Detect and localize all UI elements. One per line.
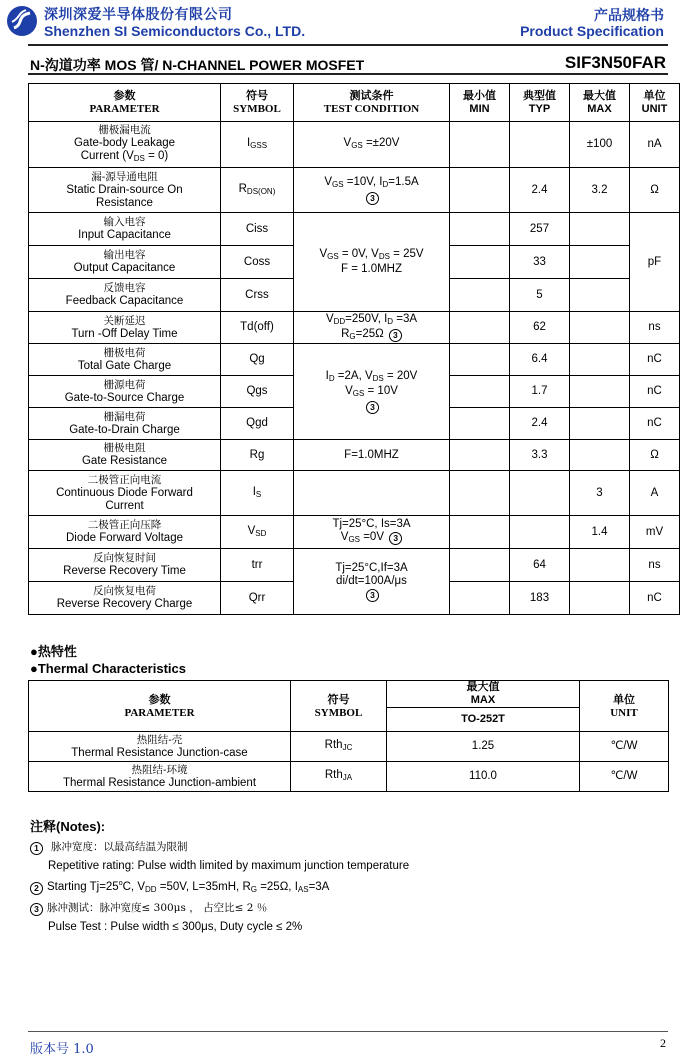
device-title: N-沟道功率 MOS 管/ N-CHANNEL POWER MOSFET bbox=[30, 57, 365, 73]
note-3-marker: 3 bbox=[389, 532, 402, 545]
table-row: 热阻结-壳 Thermal Resistance Junction-case Rth$_{JC}$ 1.25 ℃/W bbox=[29, 732, 669, 762]
table-row: 输出电容 Output Capacitance Coss 33 bbox=[29, 246, 680, 279]
doc-type-cn: 产品规格书 bbox=[594, 7, 664, 23]
table-row: 漏-源导通电阻 Static Drain-source On Resistance $R_{DS(ON)}$ $V_{GS} =10V$, $I_D=1.5A$ 3 2.4 3.2 Ω bbox=[29, 168, 680, 213]
footer-divider bbox=[28, 1031, 668, 1032]
col-header-condition: 测试条件 TEST CONDITION bbox=[294, 84, 450, 122]
electrical-characteristics-table bbox=[28, 83, 680, 615]
table-row: 栅极漏电流 Gate-body Leakage Current $(V_{DS} = 0)$ $I_{GSS}$ $V_{GS} =\pm 20V$ ±100 nA bbox=[29, 122, 680, 168]
table-row: 栅极电阻 Gate Resistance Rg F=1.0MHZ 3.3 Ω bbox=[29, 440, 680, 471]
table-row: 热阻结-环境 Thermal Resistance Junction-ambient Rth$_{JA}$ 110.0 ℃/W bbox=[29, 762, 669, 792]
col-header-symbol: 符号 SYMBOL bbox=[291, 681, 387, 732]
table-row: 二极管正向电流 Continuous Diode Forward Current $I_S$ 3 A bbox=[29, 471, 680, 516]
table-row: 反向恢复电荷 Reverse Recovery Charge Qrr 183 nC bbox=[29, 582, 680, 615]
notes-title: 注释(Notes): bbox=[30, 819, 106, 834]
version-label: 版本号 1.0 bbox=[30, 1042, 94, 1057]
table-row: 栅源电荷 Gate-to-Source Charge Qgs 1.7 nC bbox=[29, 376, 680, 408]
note-3-marker: 3 bbox=[366, 192, 379, 205]
col-header-min: 最小值 MIN bbox=[450, 84, 510, 122]
col-header-parameter: 参数 PARAMETER bbox=[29, 84, 221, 122]
company-logo-icon bbox=[6, 4, 38, 38]
col-header-max: 最大值 MAX bbox=[387, 681, 580, 708]
note-3: 3 脉冲测试：脉冲宽度≤ 300μs ， 占空比≤ 2 ％ bbox=[30, 900, 267, 916]
doc-type-en: Product Specification bbox=[520, 23, 664, 39]
table-row: 栅漏电荷 Gate-to-Drain Charge Qgd 2.4 nC bbox=[29, 408, 680, 440]
note-2: 2 Starting $Tj=25^oC$, $V_{DD} =50V$, L=35mH, $R_G =25\Omega$, $I_{AS}=3A$ bbox=[30, 880, 329, 895]
thermal-section-title-en: ●Thermal Characteristics bbox=[30, 661, 186, 676]
table-row: 输入电容 Input Capacitance Ciss $V_{GS} = 0V$, $V_{DS} = 25V$ F = 1.0MHZ 257 pF bbox=[29, 213, 680, 246]
thermal-characteristics-table bbox=[28, 680, 669, 792]
company-name-en: Shenzhen SI Semiconductors Co., LTD. bbox=[44, 23, 306, 39]
col-header-symbol: 符号 SYMBOL bbox=[221, 84, 294, 122]
col-header-package: TO-252T bbox=[387, 708, 580, 732]
table-header-row bbox=[29, 681, 669, 708]
company-name-cn: 深圳深爱半导体股份有限公司 bbox=[44, 6, 233, 22]
note-1: 1 脉冲宽度：以最高结温为限制 bbox=[30, 839, 188, 855]
col-header-typ: 典型值 TYP bbox=[510, 84, 570, 122]
note-3-marker: 3 bbox=[366, 589, 379, 602]
header-divider bbox=[28, 44, 668, 46]
page-number: 2 bbox=[660, 1036, 666, 1050]
col-header-unit: 单位 UNIT bbox=[630, 84, 680, 122]
table-row: 反向恢复时间 Reverse Recovery Time trr Tj=25°C,If=3A di/dt=100A/μs 3 64 ns bbox=[29, 549, 680, 582]
part-number: SIF3N50FAR bbox=[564, 53, 666, 72]
table-row: 栅极电荷 Total Gate Charge Qg $I_D =2A$, $V_{DS} = 20V$ $V_{GS} = 10V$ 3 6.4 nC bbox=[29, 344, 680, 376]
col-header-parameter: 参数 PARAMETER bbox=[29, 681, 291, 732]
col-header-max: 最大值 MAX bbox=[570, 84, 630, 122]
table-row: 二极管正向压降 Diode Forward Voltage $V_{SD}$ Tj=25°C, Is=3A $V_{GS} =0V$ 3 1.4 mV bbox=[29, 516, 680, 549]
table-row: 关断延迟 Turn -Off Delay Time Td(off) $V_{DD}=250V$, $I_D =3A$ $R_G=25\Omega$ 3 62 ns bbox=[29, 312, 680, 344]
title-divider bbox=[28, 73, 668, 75]
thermal-section-title-cn: ●热特性 bbox=[30, 644, 77, 659]
col-header-unit: 单位 UNIT bbox=[580, 681, 669, 732]
note-1-en: Repetitive rating: Pulse width limited by maximum junction temperature bbox=[48, 860, 410, 872]
note-3-en: Pulse Test : Pulse width ≤ 300μs, Duty cycle ≤ 2% bbox=[48, 921, 303, 933]
page-header bbox=[0, 0, 680, 44]
note-3-marker: 3 bbox=[389, 329, 402, 342]
note-3-marker: 3 bbox=[366, 401, 379, 414]
table-row: 反馈电容 Feedback Capacitance Crss 5 bbox=[29, 279, 680, 312]
table-header-row bbox=[29, 84, 680, 122]
